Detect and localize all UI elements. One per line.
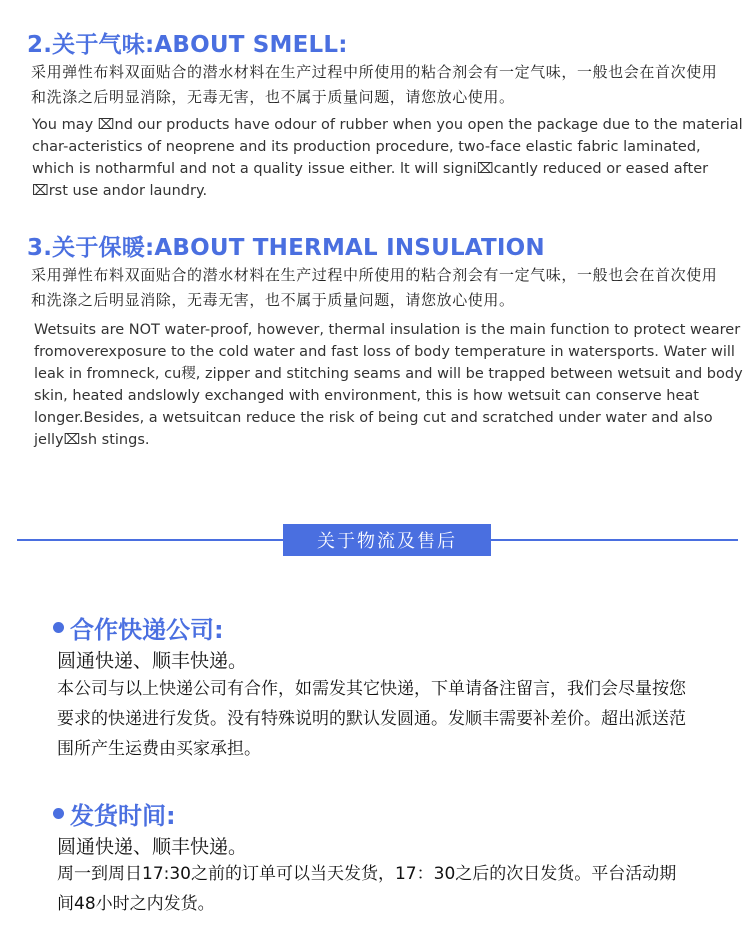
express-heading-text: 合作快递公司: <box>70 616 224 644</box>
shipping-lead: 圆通快递、顺丰快递。 <box>57 836 248 858</box>
bullet-dot-icon <box>53 622 64 633</box>
shipping-heading-text: 发货时间: <box>70 802 176 830</box>
shipping-heading <box>53 796 176 831</box>
smell-chinese-text: 采用弹性布料双面贴合的潜水材料在生产过程中所使用的粘合剂会有一定气味，一般也会在首次使用和洗涤之后明显消除，无毒无害，也不属于质量问题，请您放心使用。 <box>31 63 718 106</box>
thermal-chinese-text: 采用弹性布料双面贴合的潜水材料在生产过程中所使用的粘合剂会有一定气味，一般也会在首次使用和洗涤之后明显消除，无毒无害，也不属于质量问题，请您放心使用。 <box>31 266 718 309</box>
bullet-dot-icon <box>53 808 64 819</box>
banner-label: 关于物流及售后 <box>317 531 457 552</box>
divider-left <box>17 539 283 541</box>
express-heading <box>53 610 224 645</box>
logistics-banner <box>283 524 491 556</box>
section-title-smell: 2.关于气味:ABOUT SMELL: <box>27 32 348 58</box>
section-title-thermal: 3.关于保暖:ABOUT THERMAL INSULATION <box>27 235 545 261</box>
thermal-english-text: Wetsuits are NOT water-proof, however, thermal insulation is the main function to protect wearer fromoverexposure to the cold water and fast loss of body temperature in watersports. Water will leak in fromneck, cu稷, zipper and stitching seams and will be trapped between wetsuit and body skin, heated andslowly exchanged with environment, this is how wetsuit can conserve heat longer.Besides, a wetsuitcan reduce the risk of being cut and scratched under water and also jelly⌧sh stings. <box>34 322 743 448</box>
express-body: 本公司与以上快递公司有合作，如需发其它快递，下单请备注留言，我们会尽量按您要求的快递进行发货。没有特殊说明的默认发圆通。发顺丰需要补差价。超出派送范围所产生运费由买家承担。 <box>57 679 686 759</box>
express-lead: 圆通快递、顺丰快递。 <box>57 650 248 672</box>
divider-right <box>491 539 738 541</box>
smell-english-text: You may ⌧nd our products have odour of rubber when you open the package due to the material char-acteristics of neoprene and its production procedure, two-face elastic fabric laminated, which is notharmful and not a quality issue either. lt will signi⌧cantly reduced or eased after ⌧rst use andor laundry. <box>32 117 743 199</box>
shipping-body: 周一到周日17:30之前的订单可以当天发货，17：30之后的次日发货。平台活动期间48小时之内发货。 <box>57 864 677 914</box>
